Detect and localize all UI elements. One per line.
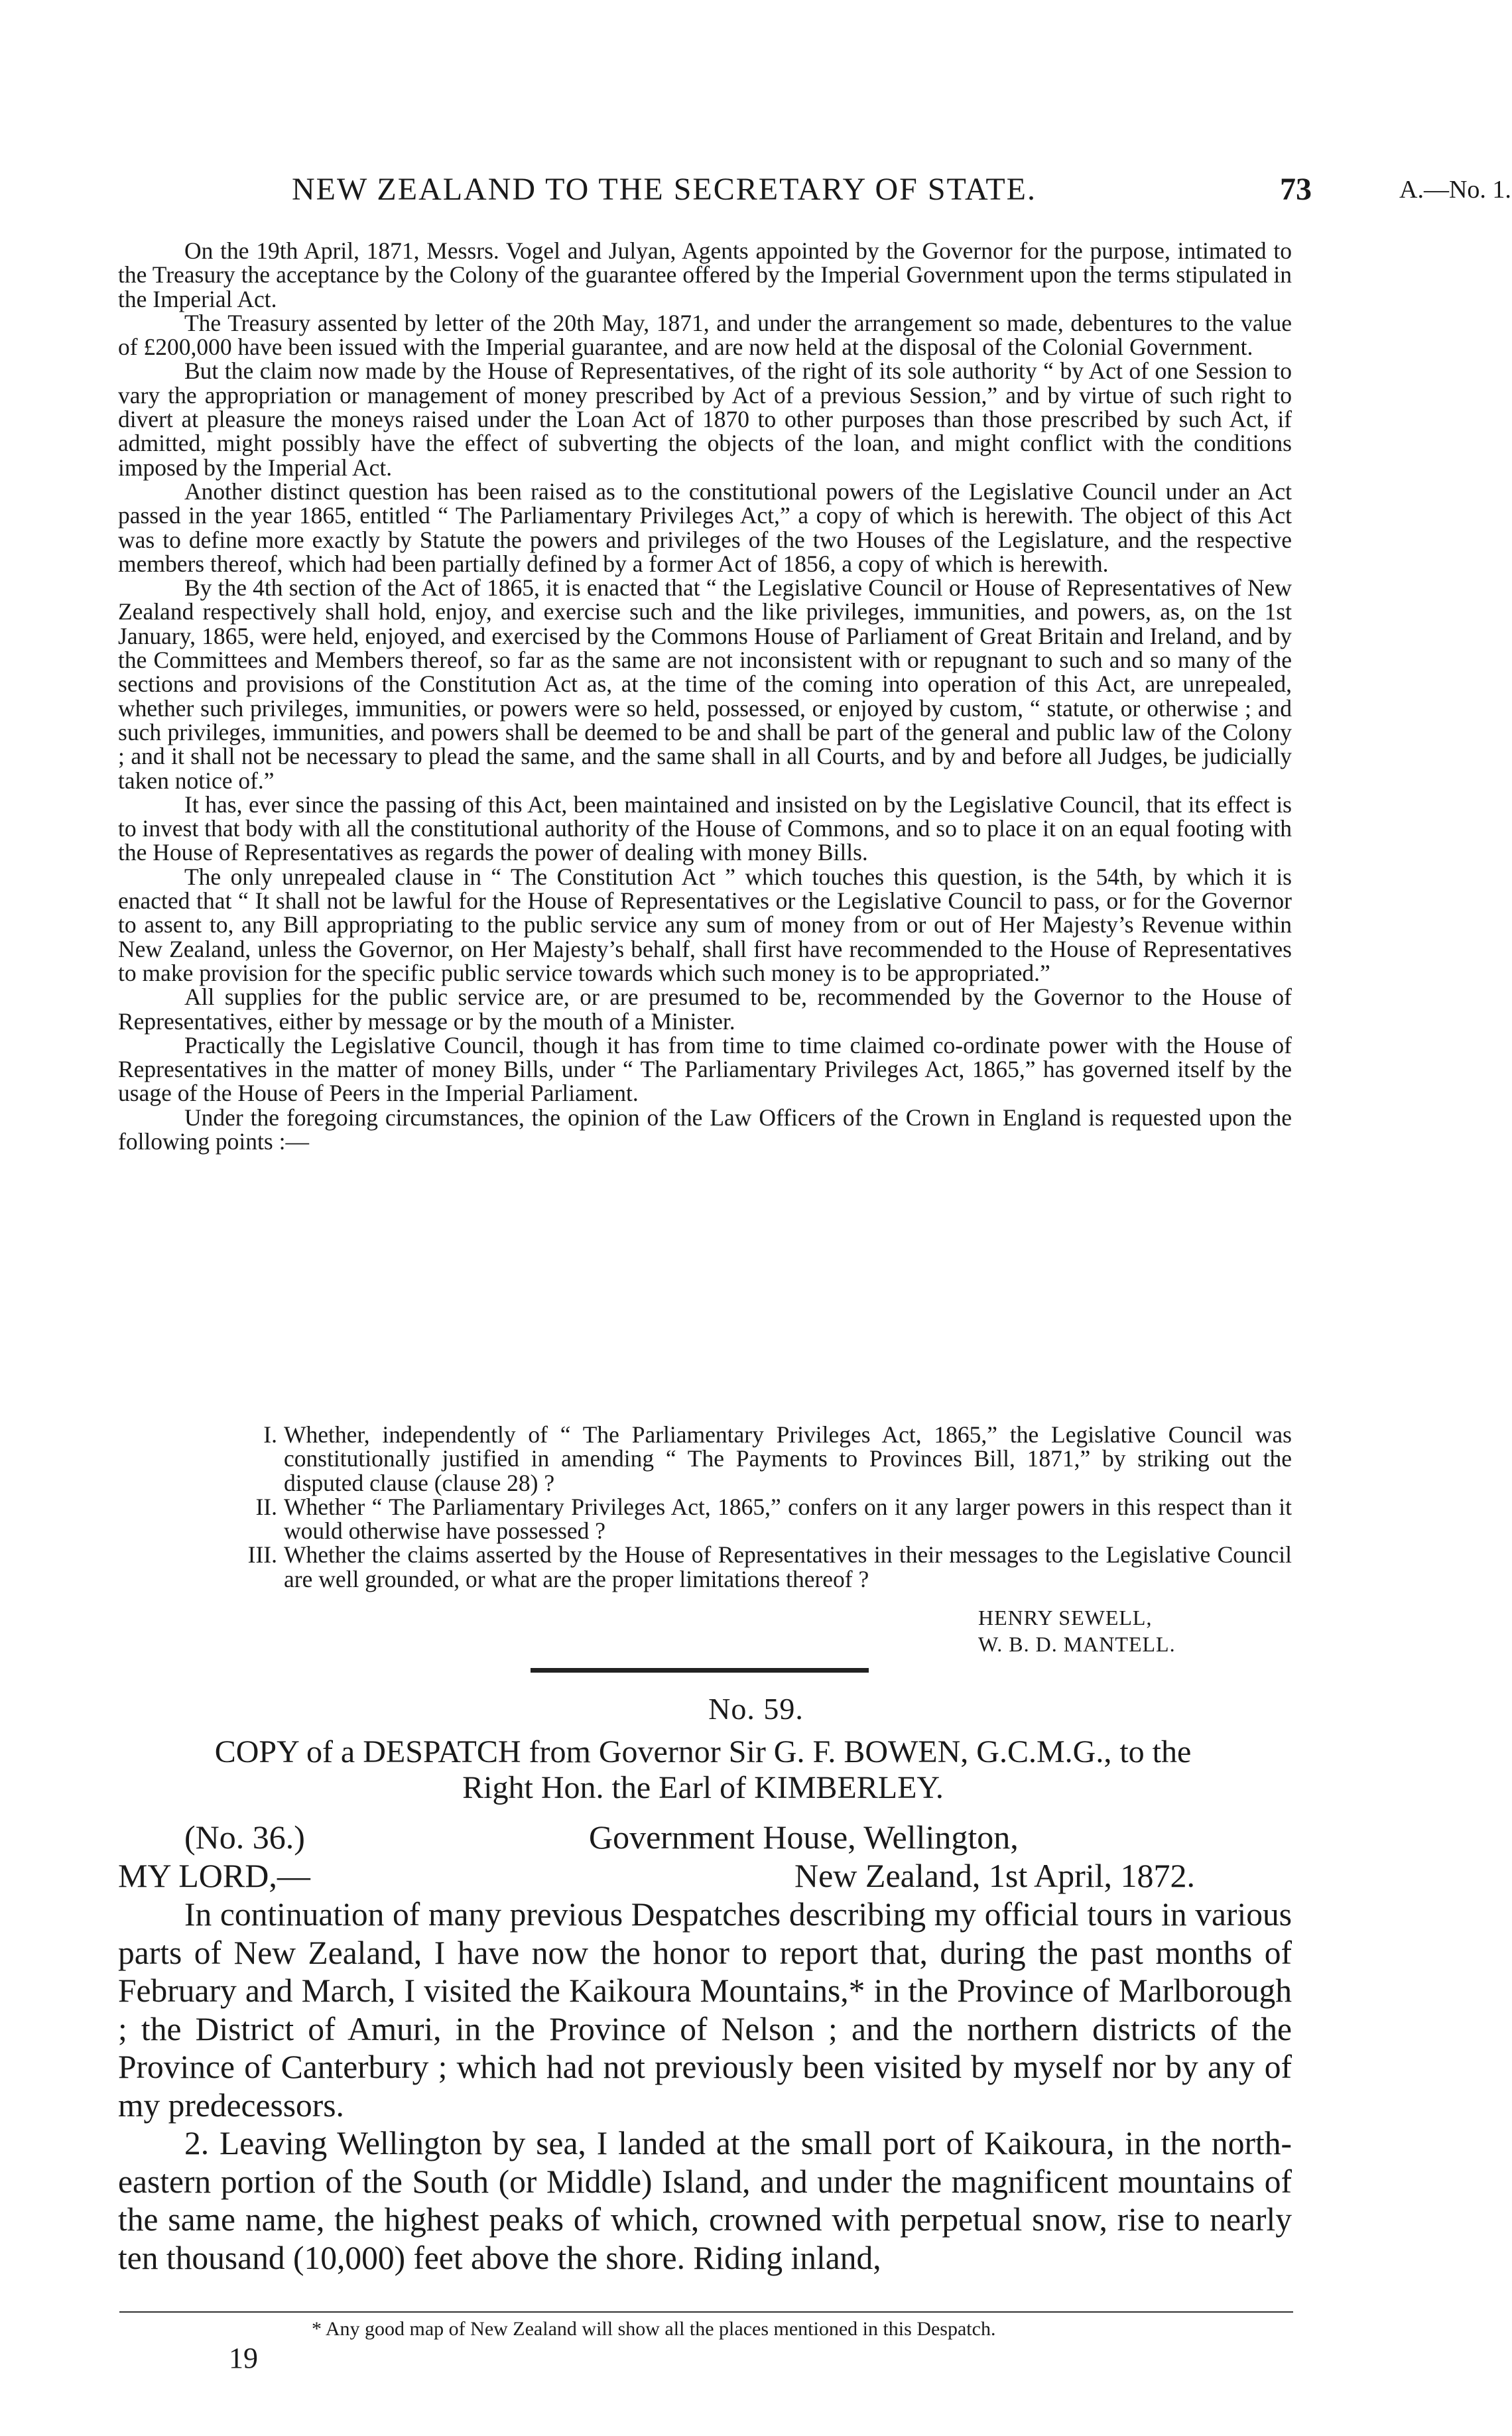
header-title: NEW ZEALAND TO THE SECRETARY OF STATE. [292, 172, 1037, 207]
paper-reference: A.—No. 1. [1399, 176, 1511, 204]
memo-paragraph: Another distinct question has been raised as to the constitutional powers of the Legislative Council under an Act passed in the year 1865, entitled “ The Parliamentary Privileges Act,” a copy of which is herewith. The object of this Act was to define more exactly by Statute the powers and privileges of the two Houses of the Legislature, and the respective members thereof, which had been partially defined by a former Act of 1856, a copy of which is herewith. [118, 478, 1292, 577]
page-number: 73 [1280, 172, 1312, 207]
memo-paragraph: It has, ever since the passing of this Act, been maintained and insisted on by the Legislative Council, that its effect is to invest that body with all the constitutional authority of the House of Commons, and so to place it on an equal footing with the House of Representatives as regards the power of dealing with money Bills. [118, 791, 1292, 866]
footnote-rule [119, 2311, 1293, 2313]
signature-1: HENRY SEWELL, [978, 1606, 1153, 1630]
salutation: MY LORD,— [118, 1857, 310, 1894]
memo-paragraph: All supplies for the public service are, or are presumed to be, recommended by the Governor to the House of Representatives, either by message or by the mouth of a Minister. [118, 984, 1292, 1035]
point-text: Whether “ The Parliamentary Privileges Act, 1865,” confers on it any larger powers in this respect than it would otherwise have possessed ? [284, 1493, 1292, 1545]
memo-paragraph: The only unrepealed clause in “ The Constitution Act ” which touches this question, is the 54th, by which it is enacted that “ It shall not be lawful for the House of Representatives or the Legislative Council to pass, or for the Governor to assent to, any Bill appropriating to the public service any sum of money from or out of Her Majesty’s Revenue within New Zealand, unless the Governor, on Her Majesty’s behalf, shall first have recommended to the House of Representatives to make provision for the specific public service towards which such money is to be appropriated.” [118, 863, 1292, 986]
despatch-date: New Zealand, 1st April, 1872. [794, 1857, 1196, 1894]
heading-line-2: Right Hon. the Earl of KIMBERLEY. [462, 1770, 944, 1805]
despatch-paragraph: 2. Leaving Wellington by sea, I landed at the small port of Kaikoura, in the north-eastern portion of the South (or Middle) Island, and under the magnificent mountains of the same name, the highest peaks of which, crowned with perpetual snow, rise to nearly ten thousand (10,000) feet above the shore. Riding inland, [118, 2125, 1292, 2276]
despatch-address: Government House, Wellington, [589, 1819, 1019, 1856]
point-text: Whether the claims asserted by the House of Representatives in their messages to the Legislative Council are well grounded, or what are the proper limitations thereof ? [284, 1541, 1292, 1592]
footnote: * Any good map of New Zealand will show all the places mentioned in this Despatch. [312, 2318, 996, 2340]
signature-2: W. B. D. MANTELL. [978, 1632, 1176, 1656]
despatch-paragraph: In continuation of many previous Despatches describing my official tours in various parts of New Zealand, I have now the honor to report that, during the past months of February and March, I visited the Kaikoura Mountains,* in the Province of Marlborough ; the District of Amuri, in the Province of Nelson ; and the northern districts of the Province of Canterbury ; which had not previously been visited by myself nor by any of my predecessors. [118, 1896, 1292, 2124]
query-points [118, 1423, 1292, 1591]
query-point [118, 1423, 1292, 1495]
point-text: Whether, independently of “ The Parliamentary Privileges Act, 1865,” the Legislative Council was constitutionally justified in amending “ The Payments to Provinces Bill, 1871,” by striking out the disputed clause (clause 28) ? [284, 1421, 1292, 1496]
despatch-heading [116, 1734, 1290, 1806]
despatch-body [118, 1895, 1292, 2277]
memo-paragraph: Under the foregoing circumstances, the opinion of the Law Officers of the Crown in England is requested upon the following points :— [118, 1104, 1292, 1155]
query-point [118, 1495, 1292, 1543]
running-header [119, 171, 1511, 211]
query-point [118, 1543, 1292, 1591]
memo-paragraph: The Treasury assented by letter of the 20th May, 1871, and under the arrangement so made, debentures to the value of £200,000 have been issued with the Imperial guarantee, and are now held at the disposal of the Colonial Government. [118, 309, 1292, 361]
section-divider [531, 1668, 869, 1673]
memo-paragraph: By the 4th section of the Act of 1865, it is enacted that “ the Legislative Council or House of Representatives of New Zealand respectively shall hold, enjoy, and exercise such and the like privileges, immunities, and powers, as, on the 1st January, 1865, were held, enjoyed, and exercised by the Commons House of Parliament of Great Britain and Ireland, and by the Committees and Members thereof, so far as the same are not inconsistent with or repugnant to such and so many of the sections and provisions of the Constitution Act as, at the time of the coming into operation of this Act, are unrepealed, whether such privileges, immunities, or powers were so held, possessed, or enjoyed by custom, “ statute, or otherwise ; and such privileges, immunities, and powers shall be deemed to be and shall be part of the general and public law of the Colony ; and it shall not be necessary to plead the same, and the same shall in all Courts, and by and before all Judges, be judicially taken notice of.” [118, 574, 1292, 794]
point-number: III. [247, 1541, 277, 1569]
point-number: II. [255, 1493, 277, 1520]
despatch-ref-number: (No. 36.) [184, 1819, 305, 1856]
despatch-number: No. 59. [708, 1692, 804, 1726]
memo-paragraph: But the claim now made by the House of Representatives, of the right of its sole authority “ by Act of one Session to vary the appropriation or management of money prescribed by Act of a previous Session,” and by virtue of such right to divert at pleasure the moneys raised under the Loan Act of 1870 to other purposes than those prescribed by such Act, if admitted, might possibly have the effect of subverting the objects of the loan, and might conflict with the conditions imposed by the Imperial Act. [118, 357, 1292, 481]
memo-body [118, 239, 1292, 1153]
memo-paragraph: Practically the Legislative Council, though it has from time to time claimed co-ordinate power with the House of Representatives in the matter of money Bills, under “ The Parliamentary Privileges Act, 1865,” has governed itself by the usage of the House of Peers in the Imperial Parliament. [118, 1031, 1292, 1107]
memo-paragraph: On the 19th April, 1871, Messrs. Vogel and Julyan, Agents appointed by the Governor for the purpose, intimated to the Treasury the acceptance by the Colony of the guarantee offered by the Imperial Government upon the terms stipulated in the Imperial Act. [118, 237, 1292, 312]
point-number: I. [263, 1421, 277, 1448]
heading-line-1: COPY of a DESPATCH from Governor Sir G. F. BOWEN, G.C.M.G., to the [214, 1734, 1192, 1769]
sheet-number: 19 [229, 2342, 258, 2374]
despatch-address-block [118, 1817, 1292, 1897]
